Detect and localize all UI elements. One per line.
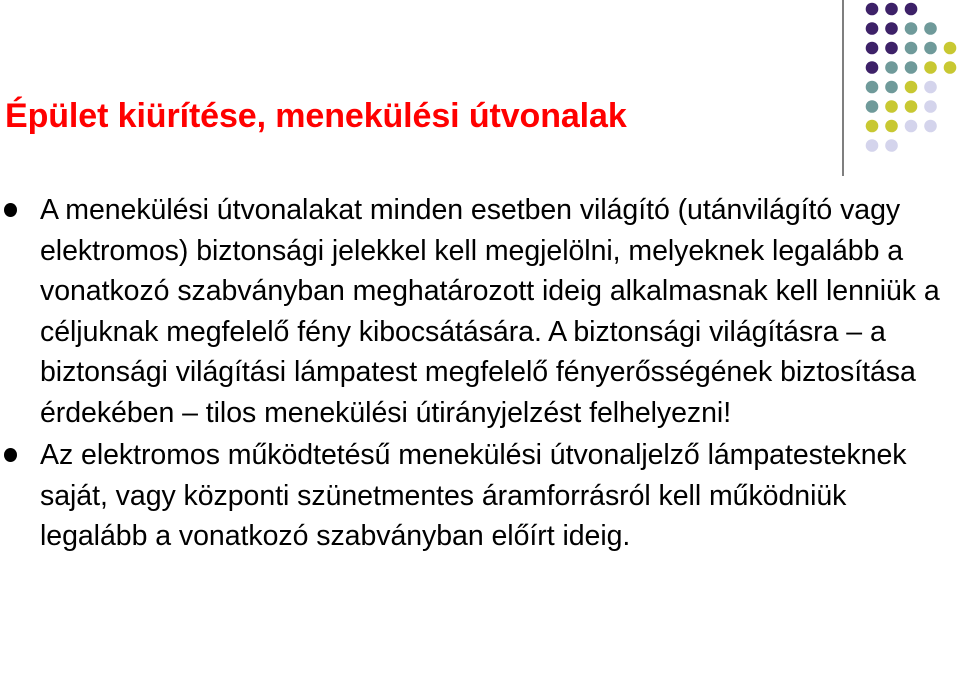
- bullet-text: Az elektromos működtetésű menekülési útvonaljelző lámpatesteknek saját, vagy központi szünetmentes áramforrásról kell működniük legalább a vonatkozó szabványban előírt ideig.: [40, 439, 907, 552]
- vertical-divider: [842, 0, 844, 176]
- decorative-dot: [866, 81, 879, 94]
- decorative-dot: [866, 22, 879, 35]
- decorative-dot: [905, 61, 918, 74]
- decorative-dot: [885, 61, 898, 74]
- decorative-dot: [885, 81, 898, 94]
- decorative-dot: [866, 100, 879, 113]
- decorative-dot: [885, 22, 898, 35]
- decorative-dot: [924, 42, 937, 55]
- decorative-dot: [924, 120, 937, 133]
- decorative-dot: [905, 22, 918, 35]
- bullet-text: A menekülési útvonalakat minden esetben világító (utánvilágító vagy elektromos) biztonsági jelekkel kell megjelölni, melyeknek legalább a vonatkozó szabványban meghatározott ideig alkalmasnak kell lenniük a céljuknak megfelelő fény kibocsátására. A biztonsági világításra – a biztonsági világítási lámpatest megfelelő fényerősségének biztosítása érdekében – tilos menekülési útirányjelzést felhelyezni!: [40, 194, 940, 429]
- decorative-dot: [924, 81, 937, 94]
- decorative-dot: [905, 81, 918, 94]
- decorative-dot: [905, 100, 918, 113]
- decorative-dot: [866, 139, 879, 152]
- decorative-dot: [924, 61, 937, 74]
- slide-title: Épület kiürítése, menekülési útvonalak: [5, 97, 627, 135]
- bullet-list: [0, 190, 959, 557]
- decorative-dot: [866, 61, 879, 74]
- bullet-dot-icon: [4, 203, 17, 217]
- decorative-dot: [905, 120, 918, 133]
- decorative-dot: [924, 22, 937, 35]
- decorative-dot: [866, 3, 879, 16]
- decorative-dot: [905, 42, 918, 55]
- decorative-dot: [944, 61, 957, 74]
- bullet-item: [0, 190, 959, 433]
- bullet-dot-icon: [4, 448, 17, 462]
- decorative-dot: [944, 42, 957, 55]
- decorative-dot: [924, 100, 937, 113]
- decorative-dot: [885, 120, 898, 133]
- bullet-item: [0, 435, 959, 557]
- decorative-dot: [866, 120, 879, 133]
- decorative-dot: [885, 139, 898, 152]
- decorative-dot: [885, 42, 898, 55]
- decorative-dot: [885, 100, 898, 113]
- decorative-dot: [866, 42, 879, 55]
- decorative-dot: [885, 3, 898, 16]
- decorative-dot: [905, 3, 918, 16]
